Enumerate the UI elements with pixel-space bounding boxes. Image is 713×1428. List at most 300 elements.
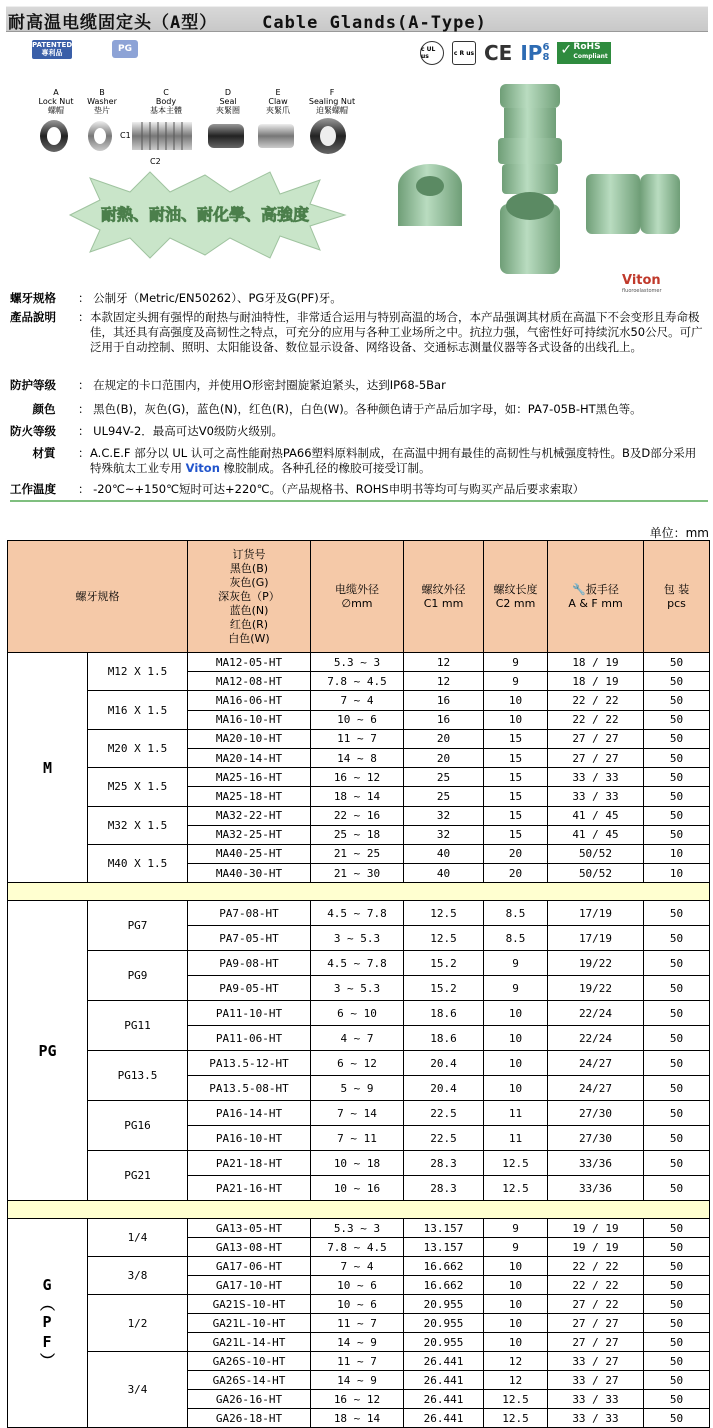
wrench-cell: 19/22: [548, 951, 644, 976]
order-cell: PA16-10-HT: [188, 1126, 311, 1151]
c1-cell: 16.662: [404, 1257, 484, 1276]
c2-cell: 10: [484, 1276, 548, 1295]
pack-cell: 50: [644, 1151, 710, 1176]
order-cell: PA21-18-HT: [188, 1151, 311, 1176]
ur-text: c R us: [453, 49, 475, 57]
table-row: [8, 653, 710, 672]
c2-cell: 15: [484, 806, 548, 825]
pack-cell: 50: [644, 1176, 710, 1201]
parts-illustration: [32, 116, 362, 168]
pack-cell: 50: [644, 1001, 710, 1026]
c1-cell: 40: [404, 864, 484, 883]
ul-listed-icon: [420, 41, 444, 65]
wrench-cell: 18 / 19: [548, 672, 644, 691]
order-cell: PA16-14-HT: [188, 1101, 311, 1126]
size-cell: PG21: [88, 1151, 188, 1201]
parts-diagram: [32, 88, 362, 168]
c1-cell: 18.6: [404, 1026, 484, 1051]
pack-cell: 50: [644, 1126, 710, 1151]
c2-cell: 10: [484, 691, 548, 710]
patented-sub-text: 專利品: [41, 49, 63, 57]
page-title: 耐高温电缆固定头（A型） Cable Glands(A-Type): [8, 13, 487, 33]
wrench-icon: 🔧: [572, 582, 586, 596]
c2-cell: 8.5: [484, 901, 548, 926]
pack-cell: 50: [644, 976, 710, 1001]
c2-cell: 10: [484, 1295, 548, 1314]
spec-fire: 防火等级 ： UL94V-2．最高可达V0级防火级别。: [10, 424, 283, 438]
c2-cell: 15: [484, 787, 548, 806]
order-cell: GA17-10-HT: [188, 1276, 311, 1295]
size-cell: M40 X 1.5: [88, 844, 188, 882]
c2-cell: 9: [484, 976, 548, 1001]
starburst-text: 耐熱、耐油、耐化學、高強度: [100, 205, 310, 224]
order-cell: GA26-18-HT: [188, 1409, 311, 1428]
size-cell: M32 X 1.5: [88, 806, 188, 844]
cable-cell: 10 ~ 6: [311, 1295, 404, 1314]
wrench-cell: 24/27: [548, 1051, 644, 1076]
cable-cell: 4.5 ~ 7.8: [311, 901, 404, 926]
cable-cell: 14 ~ 9: [311, 1371, 404, 1390]
cable-cell: 11 ~ 7: [311, 1314, 404, 1333]
feature-starburst: [60, 170, 350, 260]
spec-colors: 颜色 ： 黑色(B)，灰色(G)，蓝色(N)，红色(R)，白色(W)。各种颜色请于产品后加字母，如：PA7-05B-HT黑色等。: [32, 402, 642, 416]
order-cell: GA26S-10-HT: [188, 1352, 311, 1371]
order-cell: PA11-06-HT: [188, 1026, 311, 1051]
order-cell: MA20-10-HT: [188, 729, 311, 748]
wrench-cell: 24/27: [548, 1076, 644, 1101]
c1-cell: 25: [404, 787, 484, 806]
group-separator: [8, 883, 710, 901]
cable-cell: 10 ~ 18: [311, 1151, 404, 1176]
table-row: [8, 1051, 710, 1076]
spec-material: 材質 ： A.C.E.F 部分以 UL 认可之高性能耐热PA66塑料原料制成，在高温中拥有最佳的高韧性与机械强度特性。B及D部分采用特殊航太工业专用 Viton 橡胶制成。各种孔径的橡胶可接受订制。: [32, 446, 697, 475]
order-cell: PA11-10-HT: [188, 1001, 311, 1026]
spec-table: [7, 540, 710, 1428]
pack-cell: 50: [644, 1076, 710, 1101]
cable-cell: 21 ~ 25: [311, 844, 404, 863]
c2-cell: 12.5: [484, 1176, 548, 1201]
table-row: [8, 1101, 710, 1126]
pack-cell: 50: [644, 825, 710, 844]
order-cell: MA25-16-HT: [188, 768, 311, 787]
wrench-cell: 22 / 22: [548, 1276, 644, 1295]
c1-cell: 22.5: [404, 1101, 484, 1126]
pack-cell: 50: [644, 1238, 710, 1257]
wrench-cell: 19 / 19: [548, 1219, 644, 1238]
cable-cell: 6 ~ 12: [311, 1051, 404, 1076]
wrench-cell: 22/24: [548, 1026, 644, 1051]
c1-label: C1: [120, 131, 131, 140]
c2-cell: 9: [484, 1238, 548, 1257]
pack-cell: 50: [644, 806, 710, 825]
part-e-label: E Claw 夾緊爪: [266, 88, 290, 115]
c2-cell: 12: [484, 1371, 548, 1390]
c1-cell: 12.5: [404, 926, 484, 951]
rohs-text: RoHS: [573, 42, 601, 52]
c2-cell: 15: [484, 768, 548, 787]
c2-cell: 9: [484, 1219, 548, 1238]
pack-cell: 50: [644, 1219, 710, 1238]
unit-label: 单位：mm: [649, 526, 709, 540]
separator-cell: [8, 1201, 710, 1219]
pack-cell: 50: [644, 787, 710, 806]
pack-cell: 50: [644, 710, 710, 729]
ip-text: IP: [520, 41, 543, 65]
c1-cell: 20.4: [404, 1076, 484, 1101]
pack-cell: 50: [644, 1371, 710, 1390]
c2-cell: 12.5: [484, 1390, 548, 1409]
c1-cell: 25: [404, 768, 484, 787]
title-bar: [6, 6, 708, 32]
wrench-cell: 22 / 22: [548, 1257, 644, 1276]
th-thread: 螺牙规格: [8, 541, 188, 653]
size-cell: PG13.5: [88, 1051, 188, 1101]
pack-cell: 50: [644, 729, 710, 748]
c2-cell: 10: [484, 1001, 548, 1026]
cable-cell: 3 ~ 5.3: [311, 976, 404, 1001]
th-cable: 电缆外径 ∅mm: [311, 541, 404, 653]
c2-cell: 15: [484, 729, 548, 748]
spec-thread: 螺牙规格 ： 公制牙（Metric/EN50262）、PG牙及G(PF)牙。: [10, 291, 342, 305]
pack-cell: 10: [644, 844, 710, 863]
c1-cell: 16: [404, 691, 484, 710]
cable-cell: 7 ~ 4: [311, 1257, 404, 1276]
order-cell: MA12-05-HT: [188, 653, 311, 672]
pack-cell: 50: [644, 1276, 710, 1295]
cable-cell: 5.3 ~ 3: [311, 1219, 404, 1238]
spec-protection: 防护等级 ： 在规定的卡口范围内，并使用O形密封圈旋紧迫紧头，达到IP68-5Bar: [10, 378, 446, 392]
table-row: [8, 1295, 710, 1314]
c2-cell: 10: [484, 1076, 548, 1101]
cable-cell: 16 ~ 12: [311, 1390, 404, 1409]
wrench-cell: 33 / 33: [548, 1409, 644, 1428]
th-pack: 包 装 pcs: [644, 541, 710, 653]
size-cell: 3/4: [88, 1352, 188, 1428]
c1-cell: 20: [404, 748, 484, 767]
ip8-text: 8: [542, 52, 550, 63]
cable-cell: 18 ~ 14: [311, 1409, 404, 1428]
cable-cell: 14 ~ 8: [311, 748, 404, 767]
wrench-cell: 33 / 33: [548, 1390, 644, 1409]
c1-cell: 13.157: [404, 1238, 484, 1257]
cable-cell: 7.8 ~ 4.5: [311, 1238, 404, 1257]
order-cell: MA32-25-HT: [188, 825, 311, 844]
pack-cell: 10: [644, 864, 710, 883]
cable-cell: 11 ~ 7: [311, 729, 404, 748]
wrench-cell: 27 / 27: [548, 1314, 644, 1333]
wrench-cell: 41 / 45: [548, 806, 644, 825]
size-cell: 1/4: [88, 1219, 188, 1257]
c1-cell: 26.441: [404, 1371, 484, 1390]
c1-cell: 12.5: [404, 901, 484, 926]
pack-cell: 50: [644, 1295, 710, 1314]
c1-cell: 15.2: [404, 976, 484, 1001]
order-cell: MA16-06-HT: [188, 691, 311, 710]
order-cell: MA32-22-HT: [188, 806, 311, 825]
patented-text: PATENTED: [32, 41, 73, 49]
separator-cell: [8, 883, 710, 901]
c2-cell: 10: [484, 1333, 548, 1352]
c1-cell: 18.6: [404, 1001, 484, 1026]
c1-cell: 20.955: [404, 1295, 484, 1314]
table-row: [8, 1151, 710, 1176]
c2-cell: 10: [484, 710, 548, 729]
wrench-cell: 33 / 33: [548, 768, 644, 787]
cable-cell: 14 ~ 9: [311, 1333, 404, 1352]
group-cell: G（PF）: [8, 1219, 88, 1428]
c1-cell: 16.662: [404, 1276, 484, 1295]
c1-cell: 20.4: [404, 1051, 484, 1076]
size-cell: M12 X 1.5: [88, 653, 188, 691]
cable-cell: 4 ~ 7: [311, 1026, 404, 1051]
order-cell: MA16-10-HT: [188, 710, 311, 729]
c1-cell: 12: [404, 672, 484, 691]
table-row: [8, 691, 710, 710]
order-cell: GA26-16-HT: [188, 1390, 311, 1409]
table-row: [8, 1352, 710, 1371]
order-cell: GA17-06-HT: [188, 1257, 311, 1276]
c1-cell: 16: [404, 710, 484, 729]
c2-cell: 12: [484, 1352, 548, 1371]
pack-cell: 50: [644, 653, 710, 672]
c2-cell: 10: [484, 1257, 548, 1276]
c2-cell: 10: [484, 1051, 548, 1076]
ce-icon: CE: [484, 41, 513, 65]
cable-cell: 7 ~ 11: [311, 1126, 404, 1151]
order-cell: PA9-05-HT: [188, 976, 311, 1001]
wrench-cell: 27 / 27: [548, 1333, 644, 1352]
size-cell: M20 X 1.5: [88, 729, 188, 767]
wrench-cell: 22/24: [548, 1001, 644, 1026]
spec-temperature: 工作温度 ： -20℃~+150℃短时可达+220℃。（产品规格书、ROHS申明书等均可与购买产品后要求索取）: [10, 482, 585, 496]
viton-sub: fluoroelastomer: [622, 288, 662, 294]
ul-text: c UL us: [421, 46, 436, 60]
product-photo: [390, 74, 708, 294]
c2-cell: 20: [484, 864, 548, 883]
pack-cell: 50: [644, 901, 710, 926]
c1-cell: 26.441: [404, 1409, 484, 1428]
check-icon: ✓: [560, 42, 573, 58]
table-row: [8, 729, 710, 748]
pack-cell: 50: [644, 951, 710, 976]
c2-cell: 15: [484, 748, 548, 767]
order-cell: PA7-08-HT: [188, 901, 311, 926]
size-cell: PG11: [88, 1001, 188, 1051]
pack-cell: 50: [644, 1257, 710, 1276]
size-cell: PG16: [88, 1101, 188, 1151]
pack-cell: 50: [644, 926, 710, 951]
c2-cell: 11: [484, 1126, 548, 1151]
pack-cell: 50: [644, 1352, 710, 1371]
c2-cell: 12.5: [484, 1409, 548, 1428]
table-row: [8, 1001, 710, 1026]
c2-cell: 10: [484, 1314, 548, 1333]
wrench-cell: 17/19: [548, 926, 644, 951]
wrench-cell: 19 / 19: [548, 1238, 644, 1257]
group-cell: M: [8, 653, 88, 883]
viton-text: Viton: [185, 461, 220, 475]
part-d-label: D Seal 夾緊圈: [216, 88, 240, 115]
order-cell: MA40-30-HT: [188, 864, 311, 883]
pack-cell: 50: [644, 768, 710, 787]
c2-cell: 10: [484, 1026, 548, 1051]
part-a-label: A Lock Nut 螺帽: [38, 88, 74, 115]
pack-cell: 50: [644, 1409, 710, 1428]
c2-cell: 15: [484, 825, 548, 844]
size-cell: 1/2: [88, 1295, 188, 1352]
c1-cell: 28.3: [404, 1151, 484, 1176]
order-cell: PA13.5-08-HT: [188, 1076, 311, 1101]
wrench-cell: 17/19: [548, 901, 644, 926]
ip68-icon: [520, 41, 549, 65]
cable-cell: 4.5 ~ 7.8: [311, 951, 404, 976]
part-f-label: F Sealing Nut 迫緊螺帽: [308, 88, 356, 115]
group-separator: [8, 1201, 710, 1219]
cable-cell: 10 ~ 16: [311, 1176, 404, 1201]
pg-text: PG: [118, 44, 132, 54]
c1-cell: 13.157: [404, 1219, 484, 1238]
wrench-cell: 33 / 33: [548, 787, 644, 806]
pack-cell: 50: [644, 1026, 710, 1051]
table-row: [8, 806, 710, 825]
pack-cell: 50: [644, 1390, 710, 1409]
size-cell: 3/8: [88, 1257, 188, 1295]
size-cell: M25 X 1.5: [88, 768, 188, 806]
pack-cell: 50: [644, 672, 710, 691]
c1-cell: 22.5: [404, 1126, 484, 1151]
order-cell: GA26S-14-HT: [188, 1371, 311, 1390]
pack-cell: 50: [644, 1333, 710, 1352]
c1-cell: 40: [404, 844, 484, 863]
pack-cell: 50: [644, 1101, 710, 1126]
cable-cell: 7 ~ 14: [311, 1101, 404, 1126]
cert-row: [420, 40, 611, 66]
order-cell: PA13.5-12-HT: [188, 1051, 311, 1076]
ip6-text: 6: [542, 42, 550, 53]
cable-cell: 7.8 ~ 4.5: [311, 672, 404, 691]
c2-cell: 8.5: [484, 926, 548, 951]
divider: [10, 500, 708, 502]
c2-label: C2: [150, 157, 161, 166]
cable-cell: 22 ~ 16: [311, 806, 404, 825]
rohs-icon: [557, 42, 611, 64]
th-wrench: 🔧扳手径 A & F mm: [548, 541, 644, 653]
pg-badge: [112, 40, 138, 58]
wrench-cell: 27/30: [548, 1126, 644, 1151]
table-row: [8, 1257, 710, 1276]
table-row: [8, 768, 710, 787]
part-c-label: C Body 基本主體: [150, 88, 182, 115]
group-cell: PG: [8, 901, 88, 1201]
cable-cell: 5 ~ 9: [311, 1076, 404, 1101]
table-row: [8, 901, 710, 926]
rohs-sub-text: Compliant: [573, 53, 608, 60]
cable-cell: 10 ~ 6: [311, 1276, 404, 1295]
cable-cell: 25 ~ 18: [311, 825, 404, 844]
pack-cell: 50: [644, 1314, 710, 1333]
cable-cell: 11 ~ 7: [311, 1352, 404, 1371]
c2-cell: 11: [484, 1101, 548, 1126]
cable-cell: 6 ~ 10: [311, 1001, 404, 1026]
wrench-cell: 33/36: [548, 1176, 644, 1201]
wrench-cell: 33 / 27: [548, 1371, 644, 1390]
size-cell: M16 X 1.5: [88, 691, 188, 729]
c2-cell: 9: [484, 672, 548, 691]
c1-cell: 32: [404, 806, 484, 825]
wrench-cell: 22 / 22: [548, 691, 644, 710]
table-row: [8, 1219, 710, 1238]
spec-description: 產品說明 ： 本款固定头拥有强悍的耐热与耐油特性，非常适合运用与特别高温的场合，本产品强调其材质在高温下不会变形且寿命极佳，其还具有高强度及高韧性之特点，可充分的应用与各种工业场所之中。抗拉力强，气密性好可持续沉水50公尺。可广泛用于自动控制、照明、太阳能设备、数位显示设备、网络设备、交通标志测量仪器等各式设备的出线孔上。: [10, 310, 703, 354]
c2-cell: 20: [484, 844, 548, 863]
c1-cell: 15.2: [404, 951, 484, 976]
cable-cell: 3 ~ 5.3: [311, 926, 404, 951]
wrench-cell: 27 / 27: [548, 748, 644, 767]
viton-logo: Viton: [622, 273, 661, 288]
wrench-cell: 27 / 27: [548, 729, 644, 748]
c1-cell: 20.955: [404, 1314, 484, 1333]
cable-cell: 10 ~ 6: [311, 710, 404, 729]
order-cell: GA21L-14-HT: [188, 1333, 311, 1352]
wrench-cell: 27 / 22: [548, 1295, 644, 1314]
wrench-cell: 50/52: [548, 864, 644, 883]
c1-cell: 12: [404, 653, 484, 672]
pack-cell: 50: [644, 1051, 710, 1076]
order-cell: PA7-05-HT: [188, 926, 311, 951]
c1-cell: 26.441: [404, 1352, 484, 1371]
c1-cell: 20.955: [404, 1333, 484, 1352]
c2-cell: 12.5: [484, 1151, 548, 1176]
c1-cell: 32: [404, 825, 484, 844]
cable-cell: 7 ~ 4: [311, 691, 404, 710]
wrench-cell: 18 / 19: [548, 653, 644, 672]
table-row: [8, 951, 710, 976]
cable-cell: 5.3 ~ 3: [311, 653, 404, 672]
wrench-cell: 50/52: [548, 844, 644, 863]
pack-cell: 50: [644, 748, 710, 767]
size-cell: PG9: [88, 951, 188, 1001]
cable-cell: 16 ~ 12: [311, 768, 404, 787]
wrench-cell: 27/30: [548, 1101, 644, 1126]
cable-cell: 21 ~ 30: [311, 864, 404, 883]
c1-cell: 20: [404, 729, 484, 748]
order-cell: MA40-25-HT: [188, 844, 311, 863]
order-cell: MA25-18-HT: [188, 787, 311, 806]
wrench-cell: 19/22: [548, 976, 644, 1001]
order-cell: PA9-08-HT: [188, 951, 311, 976]
ul-recognized-icon: [452, 41, 476, 65]
pack-cell: 50: [644, 691, 710, 710]
wrench-cell: 33/36: [548, 1151, 644, 1176]
order-cell: GA13-05-HT: [188, 1219, 311, 1238]
wrench-cell: 33 / 27: [548, 1352, 644, 1371]
th-order: 订货号 黑色(B) 灰色(G) 深灰色（P） 蓝色(N) 红色(R) 白色(W): [188, 541, 311, 653]
c1-cell: 26.441: [404, 1390, 484, 1409]
part-b-label: B Washer 垫片: [87, 88, 117, 115]
c1-cell: 28.3: [404, 1176, 484, 1201]
th-c1: 螺纹外径 C1 mm: [404, 541, 484, 653]
order-cell: PA21-16-HT: [188, 1176, 311, 1201]
order-cell: GA13-08-HT: [188, 1238, 311, 1257]
table-row: [8, 844, 710, 863]
patented-badge: [32, 40, 72, 59]
cable-cell: 18 ~ 14: [311, 787, 404, 806]
size-cell: PG7: [88, 901, 188, 951]
th-c2: 螺纹长度 C2 mm: [484, 541, 548, 653]
order-cell: MA12-08-HT: [188, 672, 311, 691]
wrench-cell: 41 / 45: [548, 825, 644, 844]
wrench-cell: 22 / 22: [548, 710, 644, 729]
c2-cell: 9: [484, 653, 548, 672]
